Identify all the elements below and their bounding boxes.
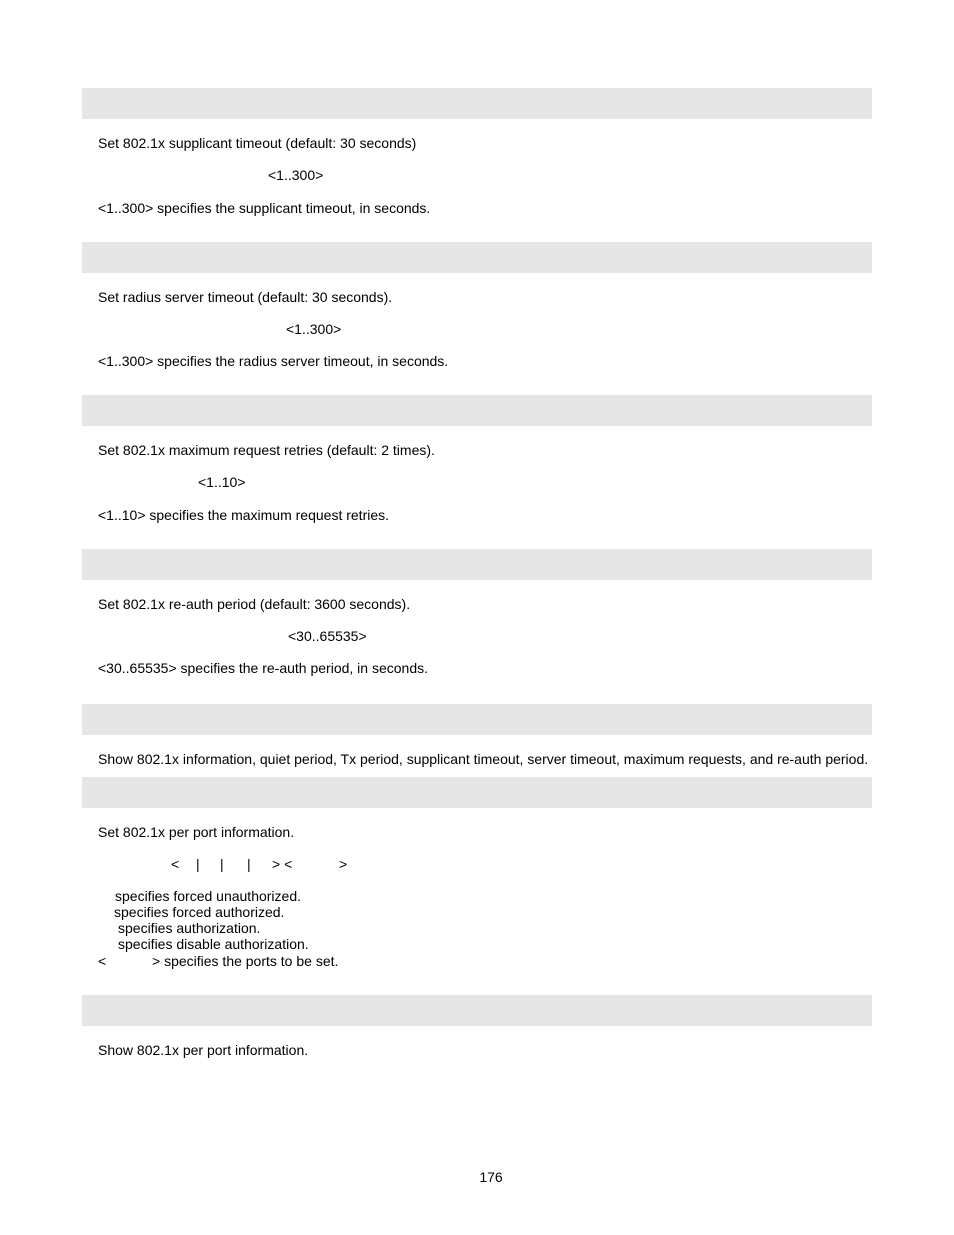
parameter-description: <30..65535> specifies the re-auth period, in seconds. [98, 660, 428, 676]
syntax-argument: <1..10> [198, 474, 246, 490]
section-description: Set 802.1x supplicant timeout (default: 30 seconds) [98, 135, 417, 151]
syntax-fragment: < [171, 856, 180, 872]
section-header-bar [82, 704, 872, 735]
syntax-argument: <1..300> [268, 167, 324, 183]
section-description: Set 802.1x re-auth period (default: 3600 seconds). [98, 596, 411, 612]
section-header-bar [82, 777, 872, 808]
parameter-description: > specifies the ports to be set. [152, 953, 339, 969]
syntax-argument: <30..65535> [288, 628, 367, 644]
parameter-description: <1..300> specifies the supplicant timeout, in seconds. [98, 200, 431, 216]
syntax-fragment: | [220, 856, 224, 872]
section-header-bar [82, 88, 872, 119]
section-description: Set radius server timeout (default: 30 seconds). [98, 289, 393, 305]
section-description: Set 802.1x per port information. [98, 824, 295, 840]
parameter-description: specifies forced unauthorized. [115, 888, 301, 904]
section-header-bar [82, 549, 872, 580]
syntax-fragment: | [196, 856, 200, 872]
syntax-fragment: > < [272, 856, 293, 872]
syntax-argument: <1..300> [286, 321, 342, 337]
section-header-bar [82, 242, 872, 273]
section-header-bar [82, 995, 872, 1026]
parameter-description: < [98, 953, 107, 969]
parameter-description: <1..10> specifies the maximum request retries. [98, 507, 390, 523]
section-header-bar [82, 395, 872, 426]
section-description: Show 802.1x per port information. [98, 1042, 309, 1058]
section-description: Show 802.1x information, quiet period, Tx period, supplicant timeout, server timeout, maximum requests, and re-auth period. [98, 751, 869, 767]
page-number: 176 [479, 1169, 503, 1185]
parameter-description: specifies forced authorized. [114, 904, 285, 920]
syntax-fragment: | [247, 856, 251, 872]
syntax-fragment: > [339, 856, 348, 872]
section-description: Set 802.1x maximum request retries (default: 2 times). [98, 442, 435, 458]
parameter-description: specifies disable authorization. [118, 936, 309, 952]
parameter-description: <1..300> specifies the radius server timeout, in seconds. [98, 353, 449, 369]
parameter-description: specifies authorization. [118, 920, 261, 936]
